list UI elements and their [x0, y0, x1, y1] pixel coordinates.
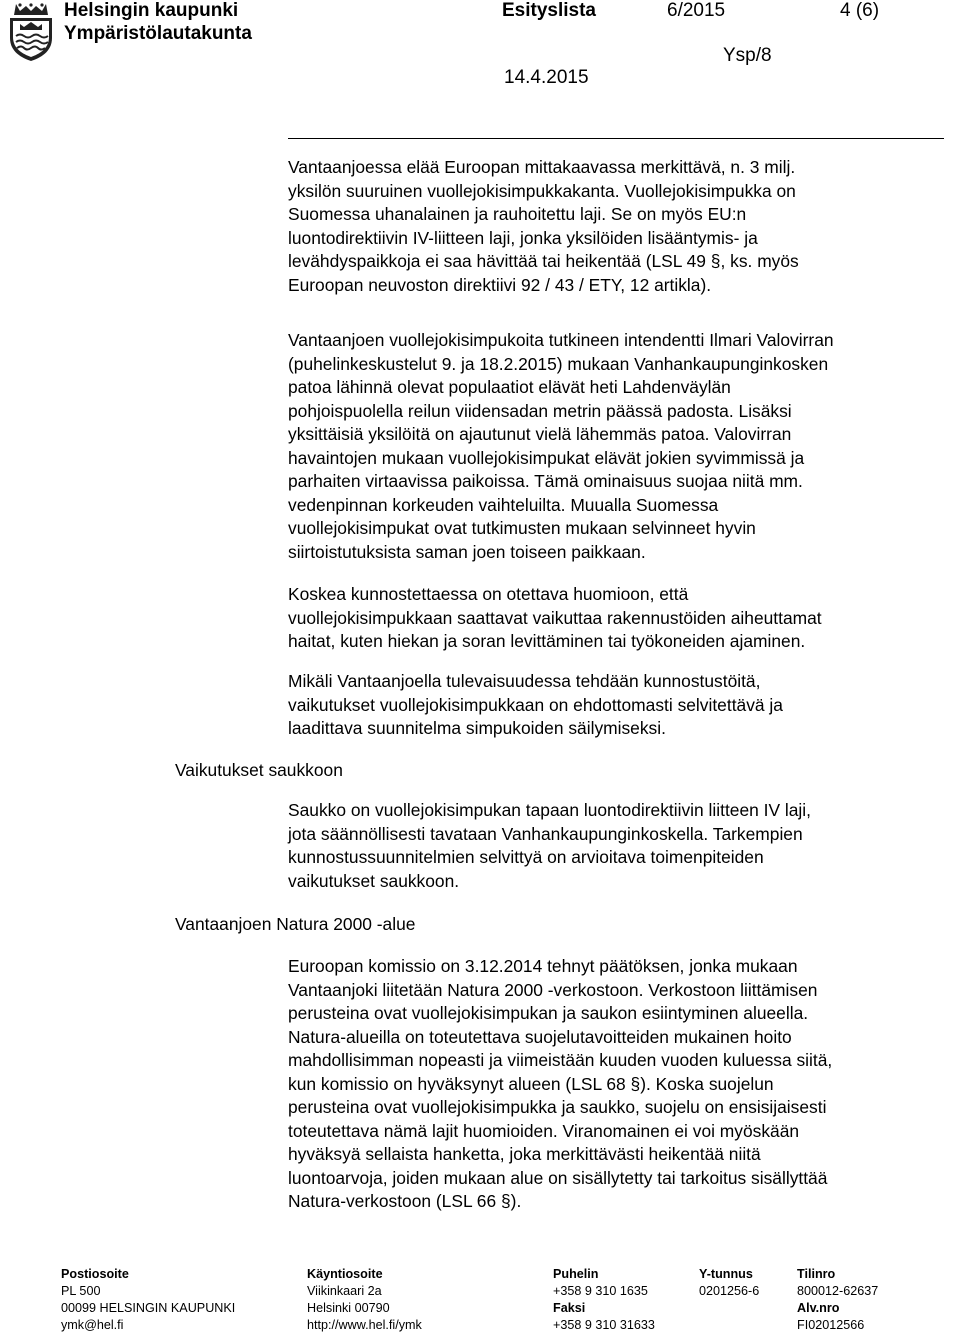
text-line: Koskea kunnostettaessa on otettava huomioon, että: [288, 584, 689, 604]
text-line: Saukko on vuollejokisimpukan tapaan luontodirektiivin liitteen IV laji,: [288, 800, 811, 820]
text-line: parhaiten virtaavissa paikoissa. Tämä ominaisuus suojaa niitä mm.: [288, 471, 803, 491]
committee-name: Ympäristölautakunta: [64, 23, 252, 44]
text-line: vedenpinnan korkeuden vaihteluilta. Muualla Suomessa: [288, 494, 719, 515]
text-line: Mikäli Vantaanjoella tulevaisuudessa tehdään kunnostustöitä,: [288, 671, 761, 691]
text-line: Euroopan komissio on 3.12.2014 tehnyt päätöksen, jonka mukaan: [288, 956, 798, 976]
text-line: vaikutukset saukkoon.: [288, 870, 460, 891]
helsinki-coat-of-arms-icon: [8, 2, 54, 62]
text-line: perusteina ovat vuollejokisimpukan ja saukon esiintyminen alueella.: [288, 1003, 809, 1023]
header-divider: [288, 138, 944, 139]
footer-business-id: [699, 1266, 759, 1300]
text-line: Vantaanjoen vuollejokisimpukoita tutkineen intendentti Ilmari Valovirran: [288, 330, 834, 350]
text-line: hyväksyä sellaista hanketta, joka merkittävästi heikentää niitä: [288, 1144, 761, 1164]
text-line: Natura-alueilla on toteutettava suojelutavoitteiden mukainen hoito: [288, 1026, 792, 1047]
footer-value: Helsinki 00790: [307, 1301, 390, 1315]
footer-value: +358 9 310 1635: [553, 1284, 648, 1298]
footer-heading: Postiosoite: [61, 1267, 129, 1281]
document-date: 14.4.2015: [504, 67, 589, 88]
text-line: vuollejokisimpukkaan saattavat vaikuttaa rakennustöiden aiheuttamat: [288, 607, 822, 628]
text-line: (puhelinkeskustelut 9. ja 18.2.2015) mukaan Vanhankaupunginkosken: [288, 353, 829, 374]
side-heading-natura: Vantaanjoen Natura 2000 -alue: [175, 914, 416, 934]
text-line: Vantaanjoki liitetään Natura 2000 -verkostoon. Verkostoon liittämisen: [288, 979, 818, 1000]
footer-heading: Tilinro: [797, 1267, 836, 1281]
paragraph-mussel-population: [288, 156, 928, 297]
side-heading-otter: Vaikutukset saukkoon: [175, 760, 343, 780]
section-code: Ysp/8: [723, 45, 772, 66]
paragraph-restoration-impacts: [288, 583, 928, 654]
text-line: Euroopan neuvoston direktiivi 92 / 43 / ETY, 12 artikla).: [288, 274, 712, 295]
footer-heading: Faksi: [553, 1301, 586, 1315]
text-line: vaikutukset vuollejokisimpukkaan on ehdottomasti selvitettävä ja: [288, 694, 783, 715]
footer-value: 0201256-6: [699, 1284, 760, 1298]
footer-value: +358 9 310 31633: [553, 1318, 655, 1332]
text-line: patoa lähinnä olevat populaatiot elävät heti Lahdenväylän: [288, 377, 731, 397]
text-line: havaintojen mukaan vuollejokisimpukat elävät jokien syvimmissä ja: [288, 447, 805, 468]
paragraph-otter: [288, 799, 928, 893]
footer-value: PL 500: [61, 1284, 101, 1298]
footer-website: http://www.hel.fi/ymk: [307, 1318, 422, 1332]
text-line: Vantaanjoessa elää Euroopan mittakaavassa merkittävä, n. 3 milj.: [288, 157, 796, 177]
text-line: Natura-verkostoon (LSL 66 §).: [288, 1191, 522, 1211]
text-line: luontodirektiivin IV-liitteen laji, jonka yksilöiden lisääntymis- ja: [288, 227, 758, 248]
text-line: jota säännöllisesti tavataan Vanhankaupunginkoskella. Tarkempien: [288, 823, 803, 844]
footer-value: 00099 HELSINGIN KAUPUNKI: [61, 1301, 236, 1315]
footer-phone: [553, 1266, 655, 1334]
text-line: kun komissio on hyväksynyt alueen (LSL 68 §). Koska suojelun: [288, 1073, 774, 1094]
text-line: siirtoistutuksista saman joen toiseen paikkaan.: [288, 541, 646, 562]
paragraph-natura: [288, 955, 928, 1214]
text-line: vuollejokisimpukat ovat tutkimusten mukaan selvinneet hyvin: [288, 518, 756, 538]
document-number: 6/2015: [667, 0, 726, 21]
footer-value: FI02012566: [797, 1318, 865, 1332]
footer-value: 800012-62637: [797, 1284, 879, 1298]
footer-postal-address: [61, 1266, 235, 1334]
text-line: mahdollisimman nopeasti ja viimeistään kuuden vuoden kuluessa siitä,: [288, 1050, 833, 1070]
footer-heading: Y-tunnus: [699, 1267, 753, 1281]
footer-email: ymk@hel.fi: [61, 1318, 124, 1332]
text-line: Suomessa uhanalainen ja rauhoitettu laji. Se on myös EU:n: [288, 204, 747, 224]
text-line: yksittäisiä yksilöitä on ajautunut vielä lähemmäs patoa. Valovirran: [288, 424, 792, 444]
text-line: pohjoispuolella reilun viidensadan metrin päässä padosta. Lisäksi: [288, 400, 792, 421]
paragraph-mussel-research: [288, 329, 928, 564]
text-line: kunnostussuunnitelmien selvittyä on arvioitava toimenpiteiden: [288, 847, 764, 867]
footer-heading: Alv.nro: [797, 1301, 840, 1315]
text-line: yksilön suuruinen vuollejokisimpukkakanta. Vuollejokisimpukka on: [288, 180, 796, 201]
page-number: 4 (6): [840, 0, 880, 21]
document-type: Esityslista: [502, 0, 596, 21]
footer-account: [797, 1266, 878, 1334]
text-line: levähdyspaikkoja ei saa hävittää tai heikentää (LSL 49 §, ks. myös: [288, 251, 799, 271]
text-line: luontoarvoja, joiden mukaan alue on sisällytetty tai tarkoitus sisällyttää: [288, 1167, 828, 1188]
text-line: perusteina ovat vuollejokisimpukka ja saukko, suojelu on ensisijaisesti: [288, 1097, 827, 1117]
org-name: Helsingin kaupunki: [64, 0, 239, 21]
footer-value: Viikinkaari 2a: [307, 1284, 382, 1298]
footer-heading: Käyntiosoite: [307, 1267, 383, 1281]
paragraph-future-works: [288, 670, 928, 741]
footer-heading: Puhelin: [553, 1267, 599, 1281]
text-line: toteutettava nämä lajit huomioiden. Viranomainen ei voi myöskään: [288, 1120, 800, 1141]
footer-visiting-address: [307, 1266, 422, 1334]
text-line: laadittava suunnitelma simpukoiden säilymiseksi.: [288, 718, 666, 738]
text-line: haitat, kuten hiekan ja soran levittäminen tai työkoneiden ajaminen.: [288, 631, 806, 651]
